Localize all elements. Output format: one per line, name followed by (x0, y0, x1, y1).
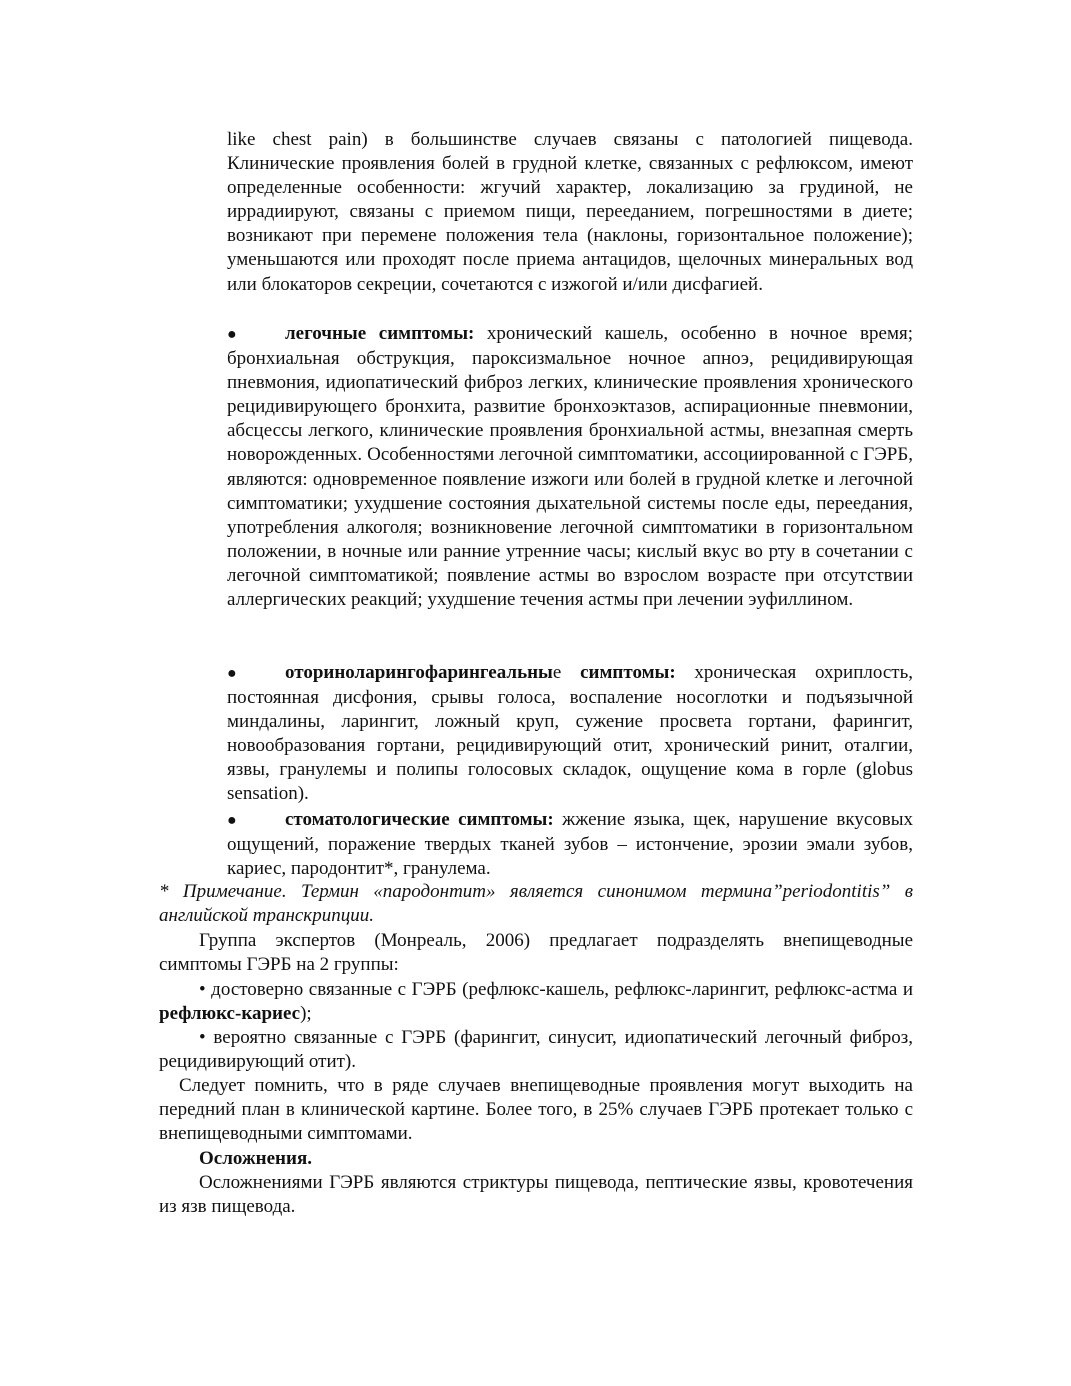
dental-symptoms-item (227, 808, 913, 881)
complications-heading (159, 1147, 913, 1171)
remember-paragraph (159, 1074, 913, 1146)
experts-text: Группа экспертов (Монреаль, 2006) предлагает подразделять внепищеводные симптомы ГЭРБ на 2 группы: (159, 930, 913, 976)
bullet-icon: ● (227, 812, 237, 829)
chest-pain-paragraph (227, 128, 913, 297)
experts-paragraph (159, 929, 913, 977)
bullet-text: хронический кашель, особенно в ночное время; бронхиальная обструкция, пароксизмальное ночное апноэ, рецидивирующая пневмония, идиопатический фиброз легких, клинические проявления хронического рецидивирующего бронхита, развитие бронхоэктазов, аспирационные пневмонии, абсцессы легкого, клинические проявления бронхиальной астмы, внезапная смерть новорожденных. Особенностями легочной симптоматики, ассоциированной с ГЭРБ, являются: одновременное появление изжоги или болей в грудной клетке и легочной симптоматики; ухудшение состояния дыхательной системы после еды, переедания, употребления алкоголя; возникновение легочной симптоматики в горизонтальном положении, в ночные или ранние утренние часы; кислый вкус во рту в сочетании с легочной симптоматикой; появление астмы во взрослом возрасте при отсутствии аллергических реакций; ухудшение течения астмы при лечении эуфиллином. (227, 323, 913, 611)
bullet-title-tail: е (552, 662, 562, 683)
group-2-paragraph (159, 1026, 913, 1074)
pulmonary-symptoms-item (227, 322, 913, 612)
bullet-text: хроническая охриплость, постоянная дисфония, срывы голоса, воспаление носоглотки и подъязычной миндалины, ларингит, ложный круп, сужение просвета гортани, фарингит, новообразования гортани, рецидивирующий отит, хронический ринит, оталгии, язвы, гранулемы и полипы голосовых складок, ощущение кома в горле (globus sensation). (227, 662, 913, 805)
bullet-title: оториноларингофарингеальны (285, 662, 553, 683)
group-2-text: • вероятно связанные с ГЭРБ (фарингит, синусит, идиопатический легочный фиброз, рецидивирующий отит). (159, 1027, 913, 1073)
bullet-title: легочные симптомы: (285, 323, 475, 344)
bullet-icon: ● (227, 326, 237, 343)
group-1-paragraph (159, 978, 913, 1026)
bullet-icon: ● (227, 665, 237, 682)
remember-text: Следует помнить, что в ряде случаев внепищеводные проявления могут выходить на передний план в клинической картине. Более того, в 25% случаев ГЭРБ протекает только с внепищеводными симптомами. (159, 1075, 913, 1145)
intro-text: like chest pain) в большинстве случаев связаны с патологией пищевода. Клинические проявления болей в грудной клетке, связанных с рефлюксом, имеют определенные особенности: жгучий характер, локализацию за грудиной, не иррадиируют, связаны с приемом пищи, перееданием, погрешностями в диете; возникают при перемене положения тела (наклоны, горизонтальное положение); уменьшаются или проходят после приема антацидов, щелочных минеральных вод или блокаторов секреции, сочетаются с изжогой и/или дисфагией. (227, 129, 913, 295)
group-1-bold: рефлюкс-кариес (159, 1003, 301, 1025)
group-1-text: • достоверно связанные с ГЭРБ (рефлюкс-кашель, рефлюкс-ларингит, рефлюкс-астма и (199, 979, 913, 1000)
bullet-text: жжение языка, щек, нарушение вкусовых ощущений, поражение твердых тканей зубов – истончение, эрозии эмали зубов, кариес, пародонтит*, гранулема. (227, 809, 913, 880)
bullet-title-suffix: симптомы: (561, 662, 676, 683)
group-1-end: ); (300, 1003, 312, 1025)
bullet-title: стоматологические симптомы: (285, 809, 554, 830)
footnote-text: * Примечание. Термин «пародонтит» является синонимом термина”periodontitis” в английской транскрипции. (159, 881, 913, 927)
footnote (159, 880, 913, 928)
section-heading: Осложнения. (199, 1148, 312, 1169)
complications-text: Осложнениями ГЭРБ являются стриктуры пищевода, пептические язвы, кровотечения из язв пищевода. (159, 1172, 913, 1218)
ent-symptoms-item (227, 661, 913, 807)
complications-paragraph (159, 1171, 913, 1219)
